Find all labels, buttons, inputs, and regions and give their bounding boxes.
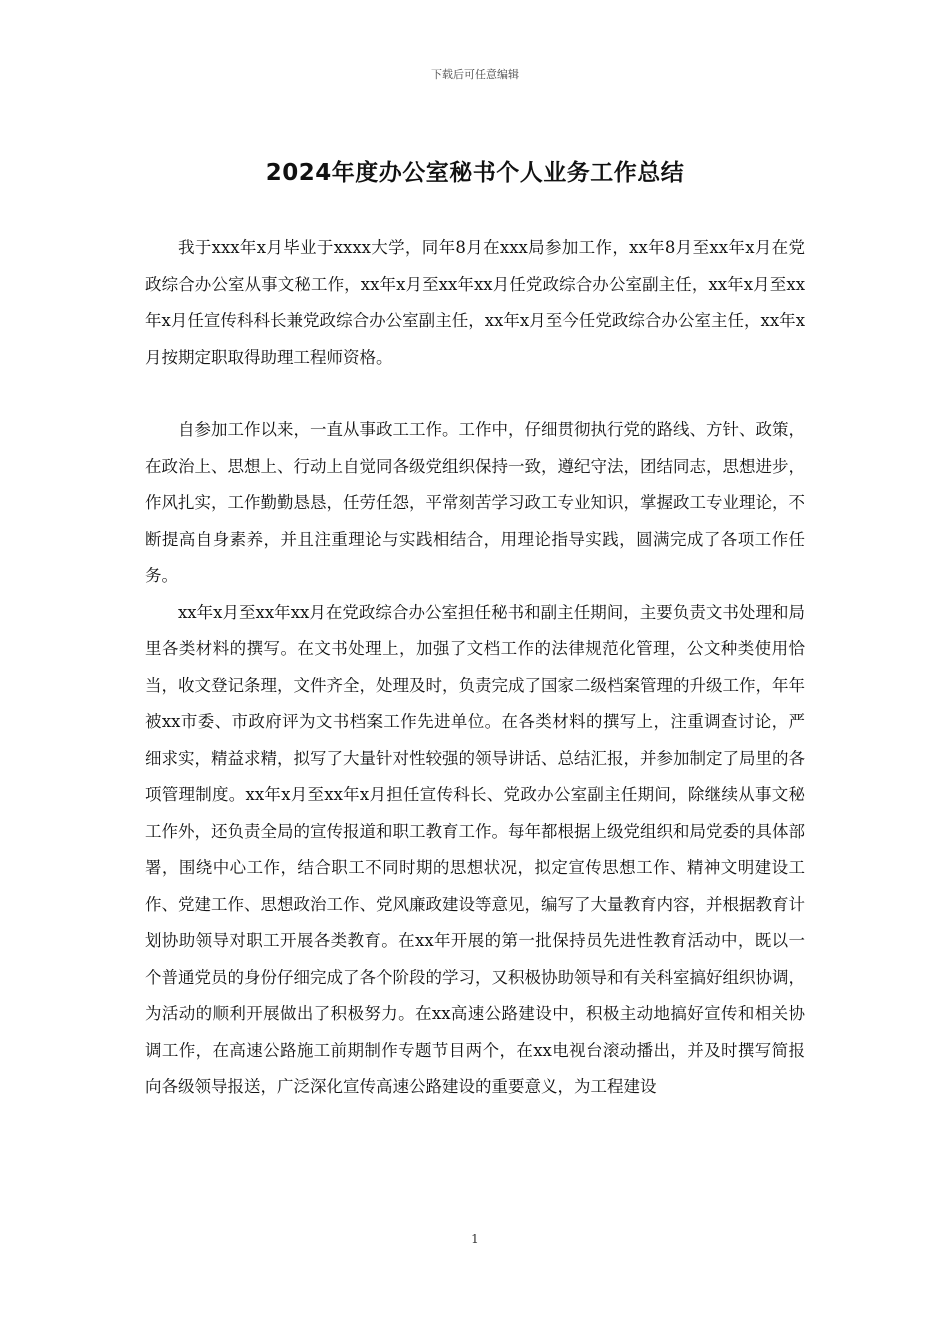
paragraph-2: 自参加工作以来，一直从事政工工作。工作中，仔细贯彻执行党的路线、方针、政策，在政治上、思想上、行动上自觉同各级党组织保持一致，遵纪守法，团结同志，思想进步，作风扎实，工作勤勤恳恳，任劳任怨，平常刻苦学习政工专业知识，掌握政工专业理论，不断提高自身素养，并且注重理论与实践相结合，用理论指导实践，圆满完成了各项工作任务。 bbox=[145, 420, 805, 585]
paragraph-3: xx年x月至xx年xx月在党政综合办公室担任秘书和副主任期间，主要负责文书处理和局里各类材料的撰写。在文书处理上，加强了文档工作的法律规范化管理，公文种类使用恰当，收文登记条理，文件齐全，处理及时，负责完成了国家二级档案管理的升级工作，年年被xx市委、市政府评为文书档案工作先进单位。在各类材料的撰写上，注重调查讨论，严细求实，精益求精，拟写了大量针对性较强的领导讲话、总结汇报，并参加制定了局里的各项管理制度。xx年x月至xx年x月担任宣传科长、党政办公室副主任期间，除继续从事文秘工作外，还负责全局的宣传报道和职工教育工作。每年都根据上级党组织和局党委的具体部署，围绕中心工作，结合职工不同时期的思想状况，拟定宣传思想工作、精神文明建设工作、党建工作、思想政治工作、党风廉政建设等意见，编写了大量教育内容，并根据教育计划协助领导对职工开展各类教育。在xx年开展的第一批保持员先进性教育活动中，既以一个普通党员的身份仔细完成了各个阶段的学习，又积极协助领导和有关科室搞好组织协调，为活动的顺利开展做出了积极努力。在xx高速公路建设中，积极主动地搞好宣传和相关协调工作，在高速公路施工前期制作专题节目两个，在xx电视台滚动播出，并及时撰写简报向各级领导报送，广泛深化宣传高速公路建设的重要意义，为工程建设 bbox=[145, 602, 805, 1096]
paragraph-1: 我于xxx年x月毕业于xxxx大学，同年8月在xxx局参加工作，xx年8月至xx年x月在党政综合办公室从事文秘工作，xx年x月至xx年xx月任党政综合办公室副主任，xx年x月至xx年x月任宣传科科长兼党政综合办公室副主任，xx年x月至今任党政综合办公室主任，xx年x月按期定职取得助理工程师资格。 bbox=[145, 238, 805, 367]
document-body bbox=[145, 230, 805, 1106]
page-number: 1 bbox=[471, 1232, 479, 1246]
header-note: 下载后可任意编辑 bbox=[431, 68, 519, 81]
document-title: 2024年度办公室秘书个人业务工作总结 bbox=[265, 160, 685, 186]
